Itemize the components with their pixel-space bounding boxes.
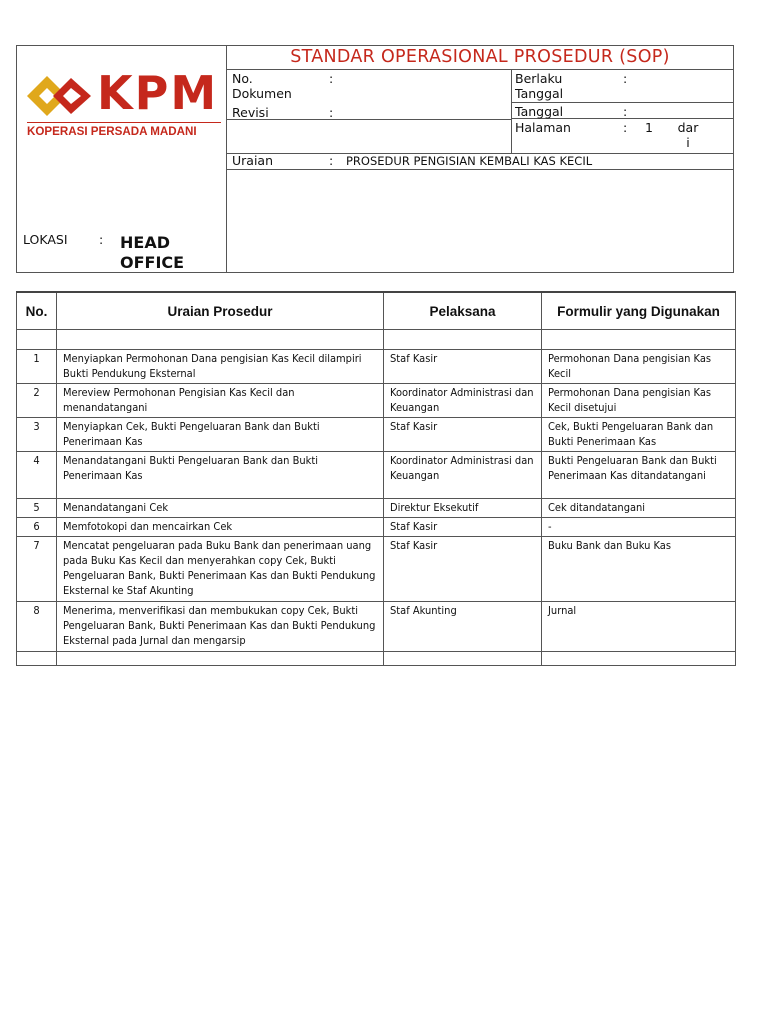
column-header-uraian: Uraian Prosedur: [57, 292, 384, 330]
table-spacer-row: [17, 652, 736, 666]
step-number: 2: [17, 384, 57, 418]
pelaksana-cell: Staf Kasir: [384, 537, 542, 602]
table-row: [17, 518, 736, 537]
formulir-cell: Bukti Pengeluaran Bank dan Bukti Penerimaan Kas ditandatangani: [542, 452, 736, 499]
document-title: STANDAR OPERASIONAL PROSEDUR (SOP): [227, 46, 733, 70]
uraian-prosedur-cell: Memfotokopi dan mencairkan Cek: [57, 518, 384, 537]
uraian-label: Uraian: [232, 153, 274, 168]
spacer-cell: [17, 652, 57, 666]
divider: [511, 102, 733, 103]
uraian-prosedur-cell: Menyiapkan Cek, Bukti Pengeluaran Bank dan Bukti Penerimaan Kas: [57, 418, 384, 452]
table-row: [17, 537, 736, 602]
pelaksana-cell: Koordinator Administrasi dan Keuangan: [384, 384, 542, 418]
lokasi-label: LOKASI: [23, 232, 68, 247]
revisi-colon: :: [329, 105, 334, 120]
logo-cell: [17, 46, 227, 272]
halaman-value: 1: [645, 120, 653, 135]
spacer-cell: [384, 652, 542, 666]
divider: [511, 69, 512, 153]
spacer-cell: [384, 330, 542, 350]
uraian-prosedur-cell: Menyiapkan Permohonan Dana pengisian Kas Kecil dilampiri Bukti Pendukung Eksternal: [57, 350, 384, 384]
uraian-value: PROSEDUR PENGISIAN KEMBALI KAS KECIL: [346, 154, 593, 168]
table-row: [17, 499, 736, 518]
uraian-prosedur-cell: Mereview Permohonan Pengisian Kas Kecil dan menandatangani: [57, 384, 384, 418]
formulir-cell: Permohonan Dana pengisian Kas Kecil: [542, 350, 736, 384]
berlaku-colon: :: [623, 71, 628, 86]
formulir-cell: Buku Bank dan Buku Kas: [542, 537, 736, 602]
table-row: [17, 602, 736, 652]
sop-header: [16, 45, 734, 273]
formulir-cell: -: [542, 518, 736, 537]
logo-subtitle: KOPERASI PERSADA MADANI: [27, 122, 221, 138]
diamond-logo-icon: [25, 72, 95, 120]
step-number: 7: [17, 537, 57, 602]
uraian-prosedur-cell: Menandatangani Cek: [57, 499, 384, 518]
table-row: [17, 384, 736, 418]
column-header-no: No.: [17, 292, 57, 330]
pelaksana-cell: Staf Kasir: [384, 350, 542, 384]
spacer-cell: [542, 330, 736, 350]
formulir-cell: Permohonan Dana pengisian Kas Kecil disetujui: [542, 384, 736, 418]
column-header-formulir: Formulir yang Digunakan: [542, 292, 736, 330]
divider: [227, 119, 511, 120]
column-header-pelaksana: Pelaksana: [384, 292, 542, 330]
halaman-colon: :: [623, 120, 628, 135]
lokasi-colon: :: [99, 232, 104, 247]
step-number: 1: [17, 350, 57, 384]
spacer-cell: [17, 330, 57, 350]
uraian-prosedur-cell: Menerima, menverifikasi dan membukukan copy Cek, Bukti Pengeluaran Bank, Bukti Penerimaan Kas dan Bukti Pendukung Eksternal pada Jurnal dan mengarsip: [57, 602, 384, 652]
halaman-dari: dar i: [677, 120, 699, 150]
berlaku-label: Berlaku Tanggal: [515, 71, 564, 101]
spacer-cell: [57, 330, 384, 350]
uraian-prosedur-cell: Mencatat pengeluaran pada Buku Bank dan penerimaan uang pada Buku Kas Kecil dan menyerahkan copy Cek, Bukti Pengeluaran Bank, Bukti Penerimaan Kas dan Bukti Pendukung Eksternal ke Staf Akunting: [57, 537, 384, 602]
table-spacer-row: [17, 330, 736, 350]
formulir-cell: Cek, Bukti Pengeluaran Bank dan Bukti Penerimaan Kas: [542, 418, 736, 452]
no-dokumen-label: No. Dokumen: [232, 71, 292, 101]
revisi-label: Revisi: [232, 105, 269, 120]
halaman-label: Halaman: [515, 120, 571, 135]
step-number: 6: [17, 518, 57, 537]
tanggal-colon: :: [623, 104, 628, 119]
uraian-prosedur-cell: Menandatangani Bukti Pengeluaran Bank dan Bukti Penerimaan Kas: [57, 452, 384, 499]
pelaksana-cell: Koordinator Administrasi dan Keuangan: [384, 452, 542, 499]
divider: [227, 169, 733, 170]
table-header-row: [17, 292, 736, 330]
pelaksana-cell: Direktur Eksekutif: [384, 499, 542, 518]
step-number: 8: [17, 602, 57, 652]
step-number: 5: [17, 499, 57, 518]
table-row: [17, 418, 736, 452]
no-dokumen-colon: :: [329, 71, 334, 86]
pelaksana-cell: Staf Akunting: [384, 602, 542, 652]
spacer-cell: [57, 652, 384, 666]
sop-table: [16, 291, 736, 666]
step-number: 4: [17, 452, 57, 499]
formulir-cell: Jurnal: [542, 602, 736, 652]
uraian-colon: :: [329, 153, 334, 168]
spacer-cell: [542, 652, 736, 666]
step-number: 3: [17, 418, 57, 452]
pelaksana-cell: Staf Kasir: [384, 418, 542, 452]
table-row: [17, 452, 736, 499]
logo-brand: KPM: [97, 66, 219, 120]
pelaksana-cell: Staf Kasir: [384, 518, 542, 537]
tanggal-label: Tanggal: [515, 104, 564, 119]
formulir-cell: Cek ditandatangani: [542, 499, 736, 518]
lokasi-value: HEAD OFFICE: [120, 233, 185, 272]
table-row: [17, 350, 736, 384]
